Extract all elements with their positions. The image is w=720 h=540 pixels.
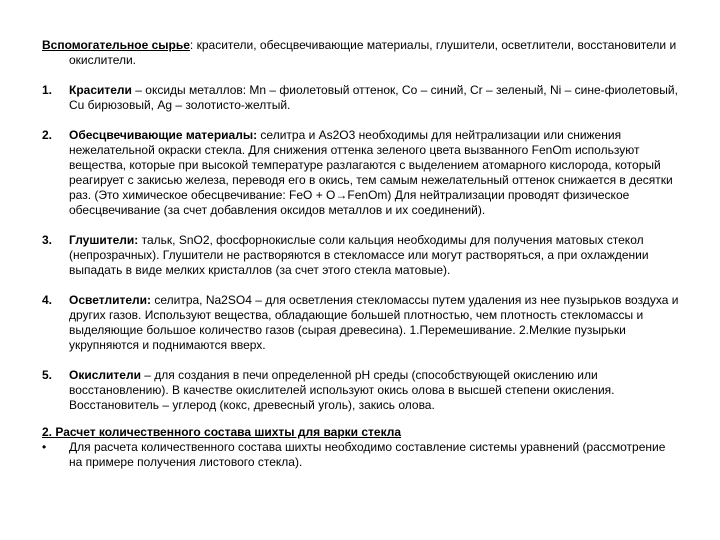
bullet-icon: • <box>42 440 47 454</box>
intro-separator: : <box>189 38 197 52</box>
list-item-text: – оксиды металлов: Mn – фиолетовый оттенок, Co – синий, Cr – зеленый, Ni – сине-фиолетовый, Cu бирюзовый, Ag – золотисто-желтый. <box>69 83 678 112</box>
slide-content <box>42 38 682 470</box>
list-item-text: тальк, SnO2, фосфорнокислые соли кальция необходимы для получения матовых стекол (непрозрачных). Глушители не растворяются в стекломассе или могут растворяться, а при охлаждении выпадать в виде мелких кристаллов (за счет этого стекла матовые). <box>69 233 649 277</box>
list-item-number: 4. <box>42 293 53 307</box>
list-item-term: Окислители <box>69 368 141 382</box>
list-item-number: 5. <box>42 368 53 382</box>
list-item-oxidizers <box>42 368 682 413</box>
list-item-text: селитра, Na2SO4 – для осветления стекломассы путем удаления из нее пузырьков воздуха и других газов. Используют вещества, обладающие большей плотностью, чем плотность стекломассы и выделяющие большое количество газов (сырая древесина). 1.Перемешивание. 2.Мелкие пузырьки укрупняются и поднимаются вверх. <box>69 293 679 352</box>
list-item-term: Обесцвечивающие материалы: <box>69 128 258 142</box>
list-item-dyes <box>42 83 682 113</box>
bullet-item <box>42 440 682 470</box>
list-item-fining-agents <box>42 293 682 353</box>
list-item-number: 3. <box>42 233 53 247</box>
bullet-text: Для расчета количественного состава шихты необходимо составление системы уравнений (рассмотрение на примере получения листового стекла). <box>69 440 666 469</box>
list-item-text: – для создания в печи определенной pH среды (способствующей окислению или восстановлению). В качестве окислителей используют окись олова в высшей степени окисления. Восстановитель – углерод (кокс, древесный уголь), закись олова. <box>69 368 615 412</box>
list-item-number: 2. <box>42 128 53 142</box>
intro-text: красители, обесцвечивающие материалы, глушители, осветлители, восстановители и окислители. <box>69 38 677 67</box>
intro-title: Вспомогательное сырье <box>42 38 190 52</box>
list-item-number: 1. <box>42 83 53 97</box>
list-item-text: селитра и As2O3 необходимы для нейтрализации или снижения нежелательной окраски стекла. Для снижения оттенка зеленого цвета вызванного FenOm используют вещества, которые при высокой температуре разлагаются с выделением атомарного кислорода, который реагирует с закисью железа, переводя его в окись, тем самым нежелательный оттенок снижается в десятки раз. (Это химическое обесцвечивание: FeO + O→FenOm) Для нейтрализации проводят физическое обесцвечивание (за счет добавления оксидов металлов и их соединений). <box>69 128 673 217</box>
intro-paragraph <box>42 38 682 68</box>
list-item-decolorizers <box>42 128 682 218</box>
list-item-term: Осветлители: <box>69 293 152 307</box>
list-item-term: Красители <box>69 83 132 97</box>
section-heading: 2. Расчет количественного состава шихты для варки стекла <box>42 425 402 439</box>
list-item-term: Глушители: <box>69 233 139 247</box>
list-item-opacifiers <box>42 233 682 278</box>
